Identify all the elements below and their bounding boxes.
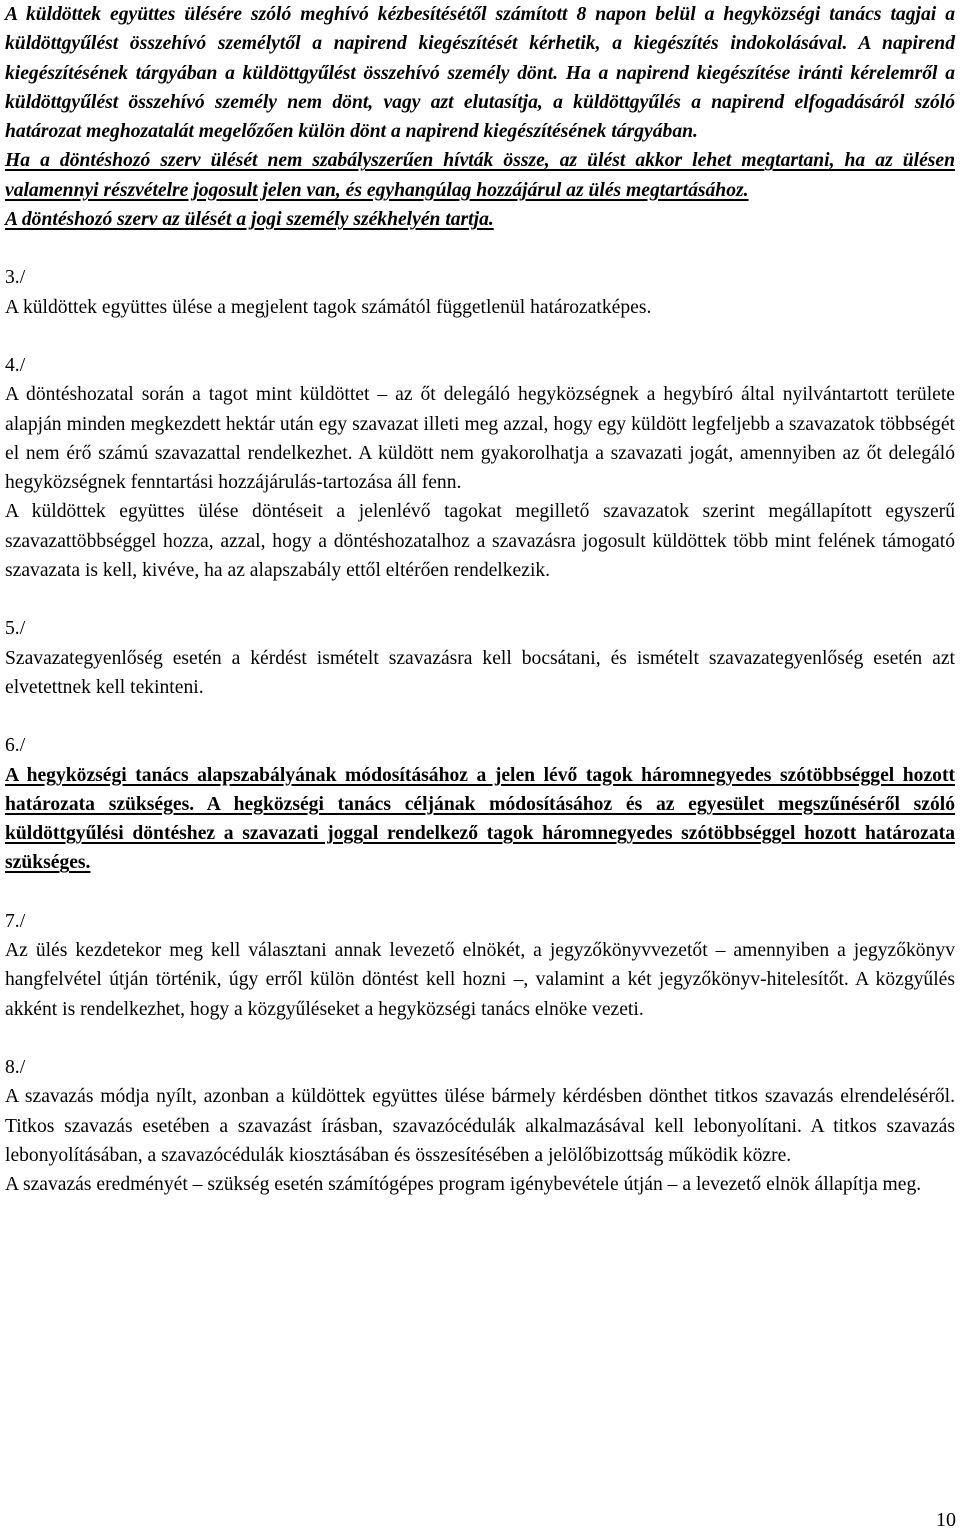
intro-paragraph-3 xyxy=(5,205,955,234)
section-8-paragraph-1: A szavazás módja nyílt, azonban a küldöttek együttes ülése bármely kérdésben dönthet titkos szavazás elrendeléséről. Titkos szavazás esetében a szavazást írásban, szavazócédulák alkalmazásával kell lebonyolítani. A titkos szavazás lebonyolításában, a szavazócédulák kiosztásában és összesítésében a jelölőbizottság működik közre. xyxy=(5,1086,955,1166)
section-3-paragraph-1: A küldöttek együttes ülése a megjelent tagok számától függetlenül határozatképes. xyxy=(5,296,652,318)
section-8-number: 8./ xyxy=(5,1056,26,1078)
section-6-paragraph-1 xyxy=(5,761,955,878)
section-4-number: 4./ xyxy=(5,354,26,376)
section-6-paragraph-1-part-b: A hegközségi tanács céljának módosításához és az egyesület megszűnéséről szóló küldöttgyűlési döntéshez a szavazati joggal rendelkező tagok háromnegyedes szótöbbséggel hozott határozata szükséges. xyxy=(5,793,956,874)
section-7-number: 7./ xyxy=(5,910,26,932)
section-6-paragraph-1-part-a: A hegyközségi tanács alapszabályának módosításához a jelen lévő tagok háromnegyedes szótöbbséggel hozott határozata szükséges. xyxy=(5,764,955,815)
page-number: 10 xyxy=(936,1509,956,1531)
intro-paragraph-1 xyxy=(5,0,955,146)
section-3-number: 3./ xyxy=(5,267,26,289)
document-page xyxy=(5,0,955,1199)
section-4-paragraph-1: A döntéshozatal során a tagot mint küldöttet – az őt delegáló hegyközségnek a hegybíró által nyilvántartott területe alapján minden megkezdett hektár után egy szavazat illeti meg azzal, hogy egy küldött legfeljebb a szavazatok többségét el nem érő számú szavazattal rendelkezhet. A küldött nem gyakorolhatja a szavazati jogát, amennyiben az őt delegáló hegyközségnek fenntartási hozzájárulás-tartozása áll fenn. xyxy=(5,384,955,494)
section-6-number: 6./ xyxy=(5,735,26,757)
section-8-paragraph-2: A szavazás eredményét – szükség esetén számítógépes program igénybevétele útján – a levezető elnök állapítja meg. xyxy=(5,1174,922,1196)
section-7-paragraph-1: Az ülés kezdetekor meg kell választani annak levezető elnökét, a jegyzőkönyvvezetőt – amennyiben a jegyzőkönyv hangfelvétel útján történik, úgy erről külön döntést kell hozni –, valamint a két jegyzőkönyv-hitelesítőt. A közgyűlés akként is rendelkezhet, hogy a közgyűléseket a hegyközségi tanács elnöke vezeti. xyxy=(5,940,955,1020)
section-5-paragraph-1: Szavazategyenlőség esetén a kérdést ismételt szavazásra kell bocsátani, és ismételt szavazategyenlőség esetén azt elvetettnek kell tekinteni. xyxy=(5,647,955,698)
intro-paragraph-1-part-a: A küldöttek együttes ülésére szóló meghívó kézbesítésétől számított 8 napon belül a hegyközségi tanács tagjai a küldöttgyűlést összehívó személytől a napirend kiegészítését kérhetik, a kiegészítés indokolásával. A napirend kiegészítésének tárgyában a küldöttgyűlést összehívó személy dönt. xyxy=(5,4,955,84)
section-4-paragraph-2: A küldöttek együttes ülése döntéseit a jelenlévő tagokat megillető szavazatok szerint megállapított egyszerű szavazattöbbséggel hozza, azzal, hogy a döntéshozatalhoz a szavazásra jogosult küldöttek több mint felének támogató szavazata is kell, kivéve, ha az alapszabály ettől eltérően rendelkezik. xyxy=(5,501,955,582)
intro-paragraph-2: Ha a döntéshozó szerv ülését nem szabályszerűen hívták össze, az ülést akkor lehet megtartani, ha az ülésen valamennyi részvételre jogosult jelen van, és egyhangúlag hozzájárul az ülés megtartásához. xyxy=(5,150,955,201)
intro-paragraph-1-part-b: Ha a napirend kiegészítése iránti kérelemről a küldöttgyűlést összehívó személy nem dönt, vagy azt elutasítja, a küldöttgyűlés a napirend elfogadásáról szóló határozat meghozatalát megelőzően külön dönt a napirend kiegészítésének tárgyában. xyxy=(5,62,955,143)
intro-paragraph-3-text: A döntéshozó szerv az ülését a jogi személy székhelyén tartja. xyxy=(5,209,494,231)
section-5-number: 5./ xyxy=(5,618,26,640)
